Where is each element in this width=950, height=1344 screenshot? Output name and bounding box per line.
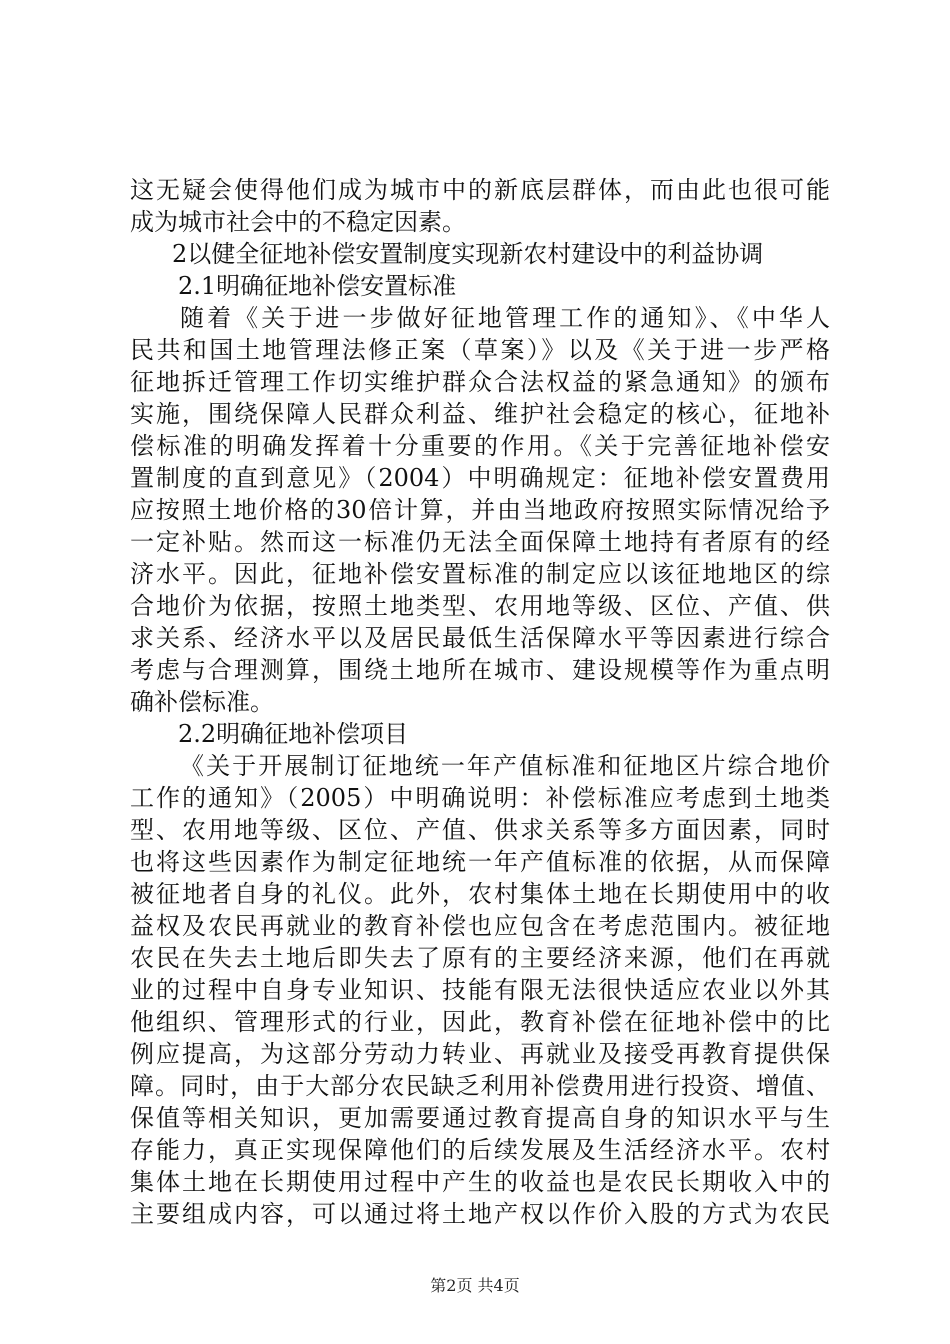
text-line: 置制度的直到意见》（2004）中明确规定：征地补偿安置费用 — [130, 464, 830, 492]
text-line: 益权及农民再就业的教育补偿也应包含在考虑范围内。被征地 — [130, 912, 830, 940]
text-line: 民共和国土地管理法修正案（草案）》以及《关于进一步严格 — [130, 336, 830, 364]
text-line: 存能力，真正实现保障他们的后续发展及生活经济水平。农村 — [130, 1136, 830, 1164]
text-line: 例应提高，为这部分劳动力转业、再就业及接受再教育提供保 — [130, 1040, 830, 1068]
text-line: 征地拆迁管理工作切实维护群众合法权益的紧急通知》的颁布 — [130, 368, 830, 396]
text-line: 一定补贴。然而这一标准仍无法全面保障土地持有者原有的经 — [130, 528, 830, 556]
text-line: 确补偿标准。 — [130, 688, 274, 716]
text-line: 集体土地在长期使用过程中产生的收益也是农民长期收入中的 — [130, 1168, 830, 1196]
text-line: 主要组成内容，可以通过将土地产权以作价入股的方式为农民 — [130, 1200, 830, 1228]
section-heading: 2以健全征地补偿安置制度实现新农村建设中的利益协调 — [172, 240, 764, 268]
text-line: 也将这些因素作为制定征地统一年产值标准的依据，从而保障 — [130, 848, 830, 876]
text-line: 农民在失去土地后即失去了原有的主要经济来源，他们在再就 — [130, 944, 830, 972]
text-line: 求关系、经济水平以及居民最低生活保障水平等因素进行综合 — [130, 624, 830, 652]
text-line: 被征地者自身的礼仪。此外，农村集体土地在长期使用中的收 — [130, 880, 830, 908]
text-line: 随着《关于进一步做好征地管理工作的通知》、《中华人 — [180, 304, 830, 332]
text-line: 这无疑会使得他们成为城市中的新底层群体，而由此也很可能 — [130, 176, 830, 204]
text-line: 工作的通知》（2005）中明确说明：补偿标准应考虑到土地类 — [130, 784, 830, 812]
text-line: 型、农用地等级、区位、产值、供求关系等多方面因素，同时 — [130, 816, 830, 844]
text-line: 成为城市社会中的不稳定因素。 — [130, 208, 466, 236]
text-line: 应按照土地价格的30倍计算，并由当地政府按照实际情况给予 — [130, 496, 830, 524]
section-heading: 2.1明确征地补偿安置标准 — [178, 272, 457, 300]
text-line: 保值等相关知识，更加需要通过教育提高自身的知识水平与生 — [130, 1104, 830, 1132]
text-line: 济水平。因此，征地补偿安置标准的制定应以该征地地区的综 — [130, 560, 830, 588]
page-footer: 第2页 共4页 — [430, 1276, 520, 1295]
text-line: 他组织、管理形式的行业，因此，教育补偿在征地补偿中的比 — [130, 1008, 830, 1036]
text-line: 业的过程中自身专业知识、技能有限无法很快适应农业以外其 — [130, 976, 830, 1004]
section-heading: 2.2明确征地补偿项目 — [178, 720, 409, 748]
text-line: 考虑与合理测算，围绕土地所在城市、建设规模等作为重点明 — [130, 656, 830, 684]
text-line: 障。同时，由于大部分农民缺乏利用补偿费用进行投资、增值、 — [130, 1072, 830, 1100]
text-line: 合地价为依据，按照土地类型、农用地等级、区位、产值、供 — [130, 592, 830, 620]
text-line: 偿标准的明确发挥着十分重要的作用。《关于完善征地补偿安 — [130, 432, 830, 460]
text-line: 实施，围绕保障人民群众利益、维护社会稳定的核心，征地补 — [130, 400, 830, 428]
document-body — [130, 174, 830, 1230]
text-line: 《关于开展制订征地统一年产值标准和征地区片综合地价 — [180, 752, 830, 780]
